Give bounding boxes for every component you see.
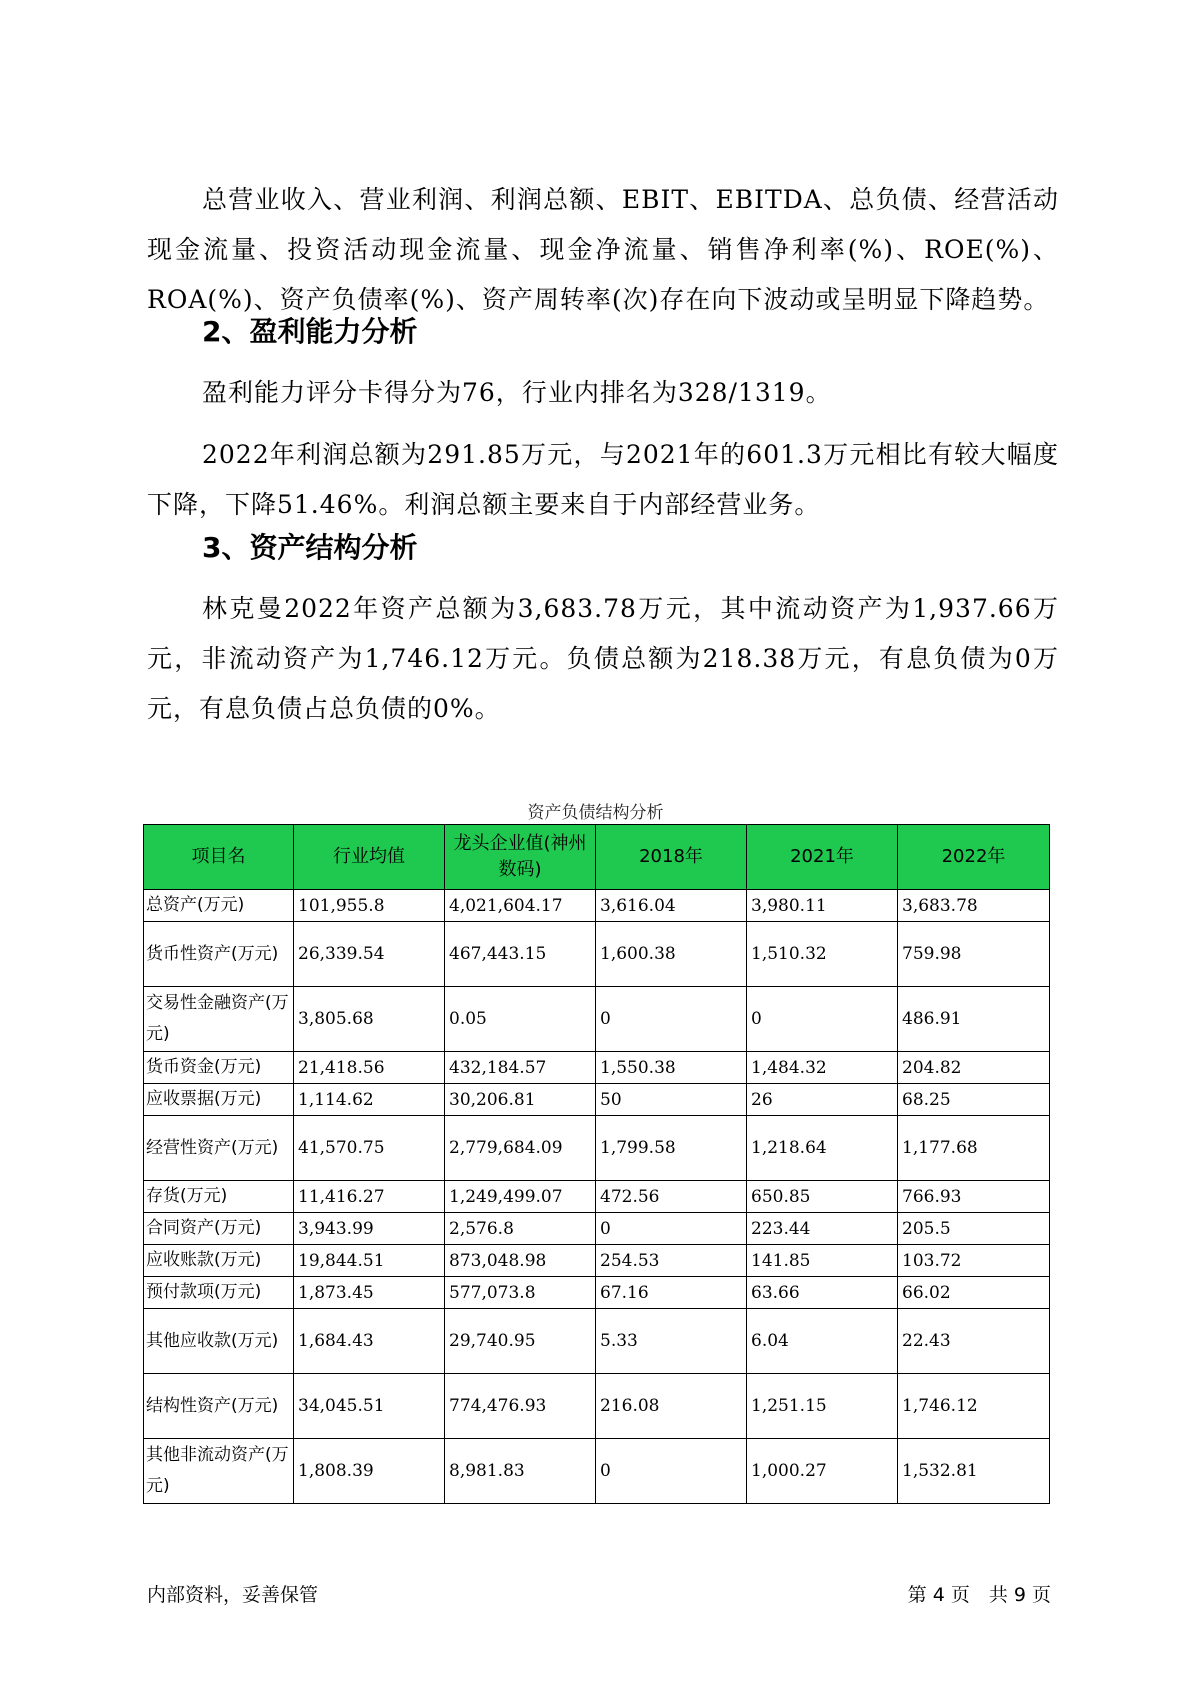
cell-value: 22.43 <box>898 1309 1050 1374</box>
header-item-name: 项目名 <box>144 825 294 890</box>
cell-value: 26,339.54 <box>294 922 445 987</box>
cell-value: 205.5 <box>898 1213 1050 1245</box>
cell-value: 1,177.68 <box>898 1116 1050 1181</box>
table-row <box>144 1052 1050 1084</box>
cell-value: 21,418.56 <box>294 1052 445 1084</box>
section-heading-profitability: 2、盈利能力分析 <box>202 315 418 348</box>
cell-value: 50 <box>596 1084 747 1116</box>
row-label: 总资产(万元) <box>144 890 294 922</box>
table-row <box>144 1213 1050 1245</box>
cell-value: 204.82 <box>898 1052 1050 1084</box>
row-label: 存货(万元) <box>144 1181 294 1213</box>
cell-value: 1,808.39 <box>294 1439 445 1504</box>
cell-value: 774,476.93 <box>445 1374 596 1439</box>
row-label: 应收账款(万元) <box>144 1245 294 1277</box>
cell-value: 216.08 <box>596 1374 747 1439</box>
cell-value: 1,218.64 <box>747 1116 898 1181</box>
cell-value: 467,443.15 <box>445 922 596 987</box>
table-row <box>144 922 1050 987</box>
cell-value: 577,073.8 <box>445 1277 596 1309</box>
cell-value: 1,799.58 <box>596 1116 747 1181</box>
paragraph-trend-summary: 总营业收入、营业利润、利润总额、EBIT、EBITDA、总负债、经营活动现金流量、投资活动现金流量、现金净流量、销售净利率(%)、ROE(%)、ROA(%)、资产负债率(%)、资产周转率(次)存在向下波动或呈明显下降趋势。 <box>147 185 1059 314</box>
row-label: 其他非流动资产(万元) <box>144 1439 294 1504</box>
paragraph-profit-total: 2022年利润总额为291.85万元，与2021年的601.3万元相比有较大幅度下降，下降51.46%。利润总额主要来自于内部经营业务。 <box>147 440 1059 519</box>
table-row <box>144 1116 1050 1181</box>
cell-value: 19,844.51 <box>294 1245 445 1277</box>
row-label: 交易性金融资产(万元) <box>144 987 294 1052</box>
table-row <box>144 1374 1050 1439</box>
cell-value: 66.02 <box>898 1277 1050 1309</box>
table-row <box>144 1245 1050 1277</box>
row-label: 货币资金(万元) <box>144 1052 294 1084</box>
cell-value: 1,746.12 <box>898 1374 1050 1439</box>
cell-value: 1,484.32 <box>747 1052 898 1084</box>
row-label: 货币性资产(万元) <box>144 922 294 987</box>
cell-value: 0.05 <box>445 987 596 1052</box>
cell-value: 1,600.38 <box>596 922 747 987</box>
section-heading-asset-structure: 3、资产结构分析 <box>202 531 418 564</box>
table-row <box>144 1181 1050 1213</box>
table-row <box>144 1439 1050 1504</box>
cell-value: 0 <box>596 987 747 1052</box>
cell-value: 30,206.81 <box>445 1084 596 1116</box>
table-row <box>144 890 1050 922</box>
cell-value: 1,510.32 <box>747 922 898 987</box>
table-row <box>144 1309 1050 1374</box>
table-row <box>144 1277 1050 1309</box>
cell-value: 0 <box>596 1439 747 1504</box>
header-leader-value: 龙头企业值(神州数码) <box>445 825 596 890</box>
cell-value: 3,805.68 <box>294 987 445 1052</box>
row-label: 其他应收款(万元) <box>144 1309 294 1374</box>
cell-value: 650.85 <box>747 1181 898 1213</box>
cell-value: 41,570.75 <box>294 1116 445 1181</box>
header-industry-avg: 行业均值 <box>294 825 445 890</box>
cell-value: 1,550.38 <box>596 1052 747 1084</box>
cell-value: 1,000.27 <box>747 1439 898 1504</box>
cell-value: 2,576.8 <box>445 1213 596 1245</box>
cell-value: 1,251.15 <box>747 1374 898 1439</box>
cell-value: 3,683.78 <box>898 890 1050 922</box>
footer-confidential-note: 内部资料，妥善保管 <box>147 1584 319 1606</box>
cell-value: 0 <box>747 987 898 1052</box>
cell-value: 34,045.51 <box>294 1374 445 1439</box>
cell-value: 2,779,684.09 <box>445 1116 596 1181</box>
paragraph-asset-structure: 林克曼2022年资产总额为3,683.78万元，其中流动资产为1,937.66万元，非流动资产为1,746.12万元。负债总额为218.38万元，有息负债为0万元，有息负债占总负债的0%。 <box>147 594 1059 723</box>
cell-value: 63.66 <box>747 1277 898 1309</box>
table-row <box>144 987 1050 1052</box>
cell-value: 766.93 <box>898 1181 1050 1213</box>
row-label: 经营性资产(万元) <box>144 1116 294 1181</box>
row-label: 应收票据(万元) <box>144 1084 294 1116</box>
cell-value: 11,416.27 <box>294 1181 445 1213</box>
cell-value: 3,943.99 <box>294 1213 445 1245</box>
cell-value: 759.98 <box>898 922 1050 987</box>
cell-value: 8,981.83 <box>445 1439 596 1504</box>
paragraph-profit-score: 盈利能力评分卡得分为76，行业内排名为328/1319。 <box>202 378 832 407</box>
cell-value: 101,955.8 <box>294 890 445 922</box>
table-row <box>144 1084 1050 1116</box>
cell-value: 223.44 <box>747 1213 898 1245</box>
row-label: 结构性资产(万元) <box>144 1374 294 1439</box>
cell-value: 6.04 <box>747 1309 898 1374</box>
cell-value: 0 <box>596 1213 747 1245</box>
row-label: 合同资产(万元) <box>144 1213 294 1245</box>
header-2021: 2021年 <box>747 825 898 890</box>
footer-page-number: 第 4 页 共 9 页 <box>907 1584 1051 1606</box>
cell-value: 486.91 <box>898 987 1050 1052</box>
cell-value: 1,114.62 <box>294 1084 445 1116</box>
cell-value: 3,616.04 <box>596 890 747 922</box>
cell-value: 141.85 <box>747 1245 898 1277</box>
cell-value: 873,048.98 <box>445 1245 596 1277</box>
balance-structure-table <box>143 824 1050 1504</box>
header-2018: 2018年 <box>596 825 747 890</box>
cell-value: 254.53 <box>596 1245 747 1277</box>
row-label: 预付款项(万元) <box>144 1277 294 1309</box>
cell-value: 1,684.43 <box>294 1309 445 1374</box>
cell-value: 29,740.95 <box>445 1309 596 1374</box>
cell-value: 472.56 <box>596 1181 747 1213</box>
cell-value: 432,184.57 <box>445 1052 596 1084</box>
cell-value: 26 <box>747 1084 898 1116</box>
cell-value: 67.16 <box>596 1277 747 1309</box>
cell-value: 4,021,604.17 <box>445 890 596 922</box>
cell-value: 1,532.81 <box>898 1439 1050 1504</box>
header-2022: 2022年 <box>898 825 1050 890</box>
cell-value: 3,980.11 <box>747 890 898 922</box>
table-caption: 资产负债结构分析 <box>527 803 664 823</box>
cell-value: 68.25 <box>898 1084 1050 1116</box>
cell-value: 103.72 <box>898 1245 1050 1277</box>
cell-value: 5.33 <box>596 1309 747 1374</box>
cell-value: 1,873.45 <box>294 1277 445 1309</box>
table-header-row <box>144 825 1050 890</box>
cell-value: 1,249,499.07 <box>445 1181 596 1213</box>
